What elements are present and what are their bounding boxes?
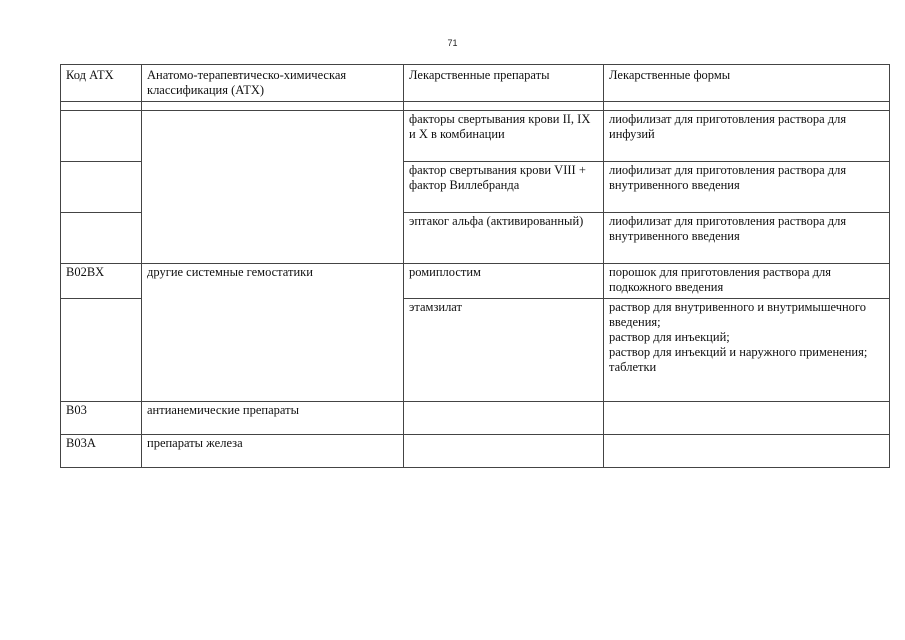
cell-code	[61, 299, 142, 402]
header-classification: Анатомо-терапевтическо-химическая классификация (АТХ)	[142, 65, 404, 102]
table-row	[61, 435, 890, 468]
cell-drug: фактор свертывания крови VIII + фактор Виллебранда	[404, 162, 604, 213]
cell-forms	[604, 402, 890, 435]
cell-code	[61, 111, 142, 162]
table-header-row	[61, 65, 890, 102]
atx-table	[60, 64, 890, 468]
form-line: раствор для инъекций;	[609, 330, 730, 344]
cell-forms: лиофилизат для приготовления раствора для инфузий	[604, 111, 890, 162]
form-line: таблетки	[609, 360, 657, 374]
cell-forms	[604, 299, 890, 402]
table-row	[61, 264, 890, 299]
cell-forms	[604, 435, 890, 468]
cell-drug: эптаког альфа (активированный)	[404, 213, 604, 264]
header-drugs: Лекарственные препараты	[404, 65, 604, 102]
header-forms: Лекарственные формы	[604, 65, 890, 102]
spacer-row	[61, 102, 890, 111]
cell-classification: другие системные гемостатики	[142, 264, 404, 402]
table-row	[61, 402, 890, 435]
cell-drug	[404, 402, 604, 435]
cell-code	[61, 162, 142, 213]
cell-classification: антианемические препараты	[142, 402, 404, 435]
form-line: раствор для внутривенного и внутримышечного введения;	[609, 300, 866, 329]
cell-code: B03	[61, 402, 142, 435]
cell-forms: порошок для приготовления раствора для подкожного введения	[604, 264, 890, 299]
cell-classification: препараты железа	[142, 435, 404, 468]
cell-drug	[404, 435, 604, 468]
cell-drug: этамзилат	[404, 299, 604, 402]
cell-drug: факторы свертывания крови II, IX и X в комбинации	[404, 111, 604, 162]
page-number: 71	[447, 38, 458, 48]
cell-code	[61, 213, 142, 264]
form-line: раствор для инъекций и наружного применения;	[609, 345, 868, 359]
cell-drug: ромиплостим	[404, 264, 604, 299]
cell-forms: лиофилизат для приготовления раствора для внутривенного введения	[604, 213, 890, 264]
table-row	[61, 111, 890, 162]
header-code: Код АТХ	[61, 65, 142, 102]
cell-forms: лиофилизат для приготовления раствора для внутривенного введения	[604, 162, 890, 213]
cell-code: B03A	[61, 435, 142, 468]
cell-classification	[142, 111, 404, 264]
cell-code: B02BX	[61, 264, 142, 299]
